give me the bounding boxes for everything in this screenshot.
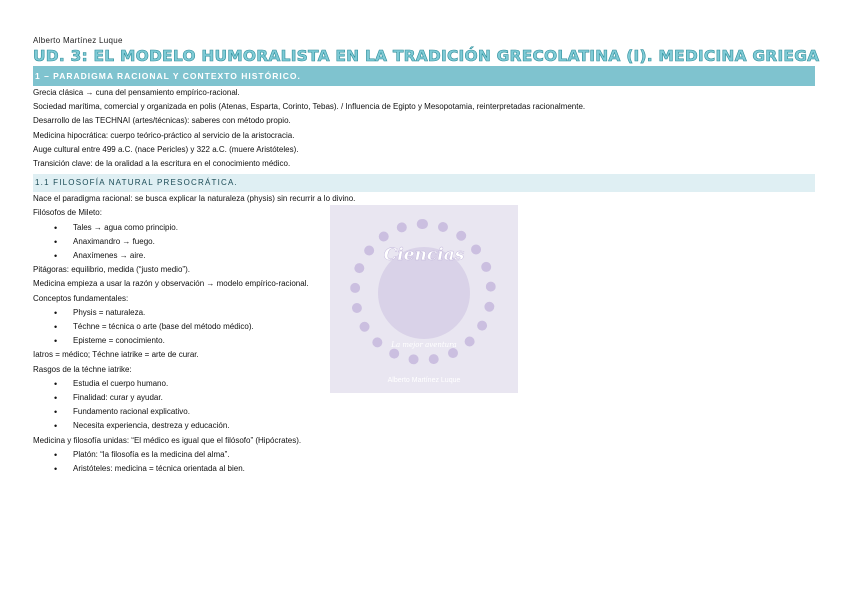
text-line: Medicina empieza a usar la razón y observación → modelo empírico-racional.	[33, 279, 309, 289]
text-line: Pitágoras: equilibrio, medida (“justo medio”).	[33, 265, 190, 275]
text-line: Transición clave: de la oralidad a la escritura en el conocimiento médico.	[33, 159, 291, 169]
list-item: • Anaximandro → fuego.	[33, 235, 815, 249]
list-item: • Estudia el cuerpo humano.	[33, 377, 815, 391]
text-line: Iatros = médico; Téchne iatrike = arte de curar.	[33, 350, 199, 360]
list-item: • Episteme = conocimiento.	[33, 334, 815, 348]
text-line: Grecia clásica → cuna del pensamiento empírico-racional.	[33, 88, 240, 97]
text-line: Desarrollo de las TECHNAI (artes/técnicas): saberes con método propio.	[33, 116, 291, 126]
text-line: Medicina hipocrática: cuerpo teórico-práctico al servicio de la aristocracia.	[33, 130, 295, 140]
author: Alberto Martínez Luque	[33, 36, 123, 45]
traits-list	[33, 377, 815, 434]
list-item: • Tales → agua como principio.	[33, 221, 815, 235]
concepts-list	[33, 306, 815, 349]
quotes-list	[33, 448, 815, 476]
list-item: • Necesita experiencia, destreza y educación.	[33, 419, 815, 433]
text-line: Auge cultural entre 499 a.C. (nace Pericles) y 322 a.C. (muere Aristóteles).	[33, 144, 299, 154]
list-item: • Platón: “la filosofía es la medicina del alma”.	[33, 448, 815, 462]
text-line: Conceptos fundamentales:	[33, 293, 129, 303]
list-item: • Fundamento racional explicativo.	[33, 405, 815, 419]
list-item: • Aristóteles: medicina = técnica orientada al bien.	[33, 462, 815, 476]
list-item: • Téchne = técnica o arte (base del método médico).	[33, 320, 815, 334]
watermark-subtitle: La mejor aventura	[391, 341, 457, 349]
text-line: Sociedad marítima, comercial y organizada en polis (Atenas, Esparta, Corinto, Tebas). / Influencia de Egipto y Mesopotamia, reinterpretadas racionalmente.	[33, 102, 586, 112]
watermark-name: Alberto Martínez Luque	[387, 377, 461, 384]
text-line: Nace el paradigma racional: se busca explicar la naturaleza (physis) sin recurrir a lo divino.	[33, 194, 356, 204]
list-item: • Physis = naturaleza.	[33, 306, 815, 320]
text-line: Filósofos de Mileto:	[33, 208, 102, 218]
section-1-1-heading: 1.1 FILOSOFÍA NATURAL PRESOCRÁTICA.	[33, 174, 815, 192]
text-line: Medicina y filosofía unidas: “El médico es igual que el filósofo” (Hipócrates).	[33, 435, 302, 445]
section-1-1-body	[33, 192, 815, 476]
milesians-list	[33, 221, 815, 264]
text-line: Rasgos de la téchne iatrike:	[33, 364, 132, 374]
section-1-heading: 1 – PARADIGMA RACIONAL Y CONTEXTO HISTÓRICO.	[33, 66, 815, 86]
list-item: • Anaxímenes → aire.	[33, 249, 815, 263]
list-item: • Finalidad: curar y ayudar.	[33, 391, 815, 405]
section-1-body	[33, 86, 815, 171]
watermark-word: Ciencias	[383, 245, 465, 265]
document-page	[33, 36, 820, 476]
document-title: UD. 3: EL MODELO HUMORALISTA EN LA TRADICIÓN GRECOLATINA (I). MEDICINA GRIEGA	[33, 47, 820, 65]
